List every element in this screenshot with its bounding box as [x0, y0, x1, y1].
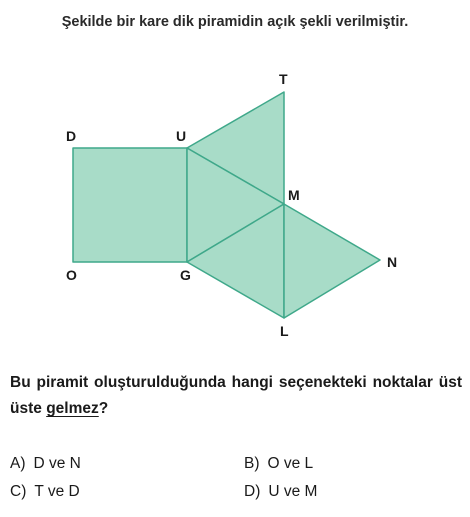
question-text [10, 370, 462, 422]
triangle-face-mnl [284, 204, 380, 318]
option-b-label: B) [244, 455, 260, 472]
option-d[interactable] [244, 483, 317, 501]
option-c[interactable] [10, 483, 80, 501]
option-d-label: D) [244, 483, 261, 500]
question-emphasis: gelmez [46, 400, 99, 417]
option-c-label: C) [10, 483, 27, 500]
point-label-n: N [387, 254, 398, 270]
option-b-text: O ve L [267, 455, 314, 472]
option-c-text: T ve D [34, 483, 80, 500]
option-a-text: D ve N [33, 455, 81, 472]
option-b[interactable] [244, 455, 313, 473]
intro-text: Şekilde bir kare dik piramidin açık şekli verilmiştir. [61, 14, 409, 30]
option-d-text: U ve M [268, 483, 318, 500]
option-a-label: A) [10, 455, 26, 472]
point-label-t: T [279, 71, 288, 87]
square-base-face [73, 148, 187, 262]
point-label-o: O [66, 267, 77, 283]
option-a[interactable] [10, 455, 81, 473]
point-label-d: D [66, 128, 77, 144]
point-label-l: L [280, 323, 289, 339]
point-label-m: M [288, 187, 300, 203]
point-label-g: G [180, 267, 191, 283]
question-main: Bu piramit oluşturulduğunda hangi seçenekteki noktalar üst üste [10, 374, 462, 417]
point-label-u: U [176, 128, 187, 144]
question-mark: ? [98, 400, 109, 417]
